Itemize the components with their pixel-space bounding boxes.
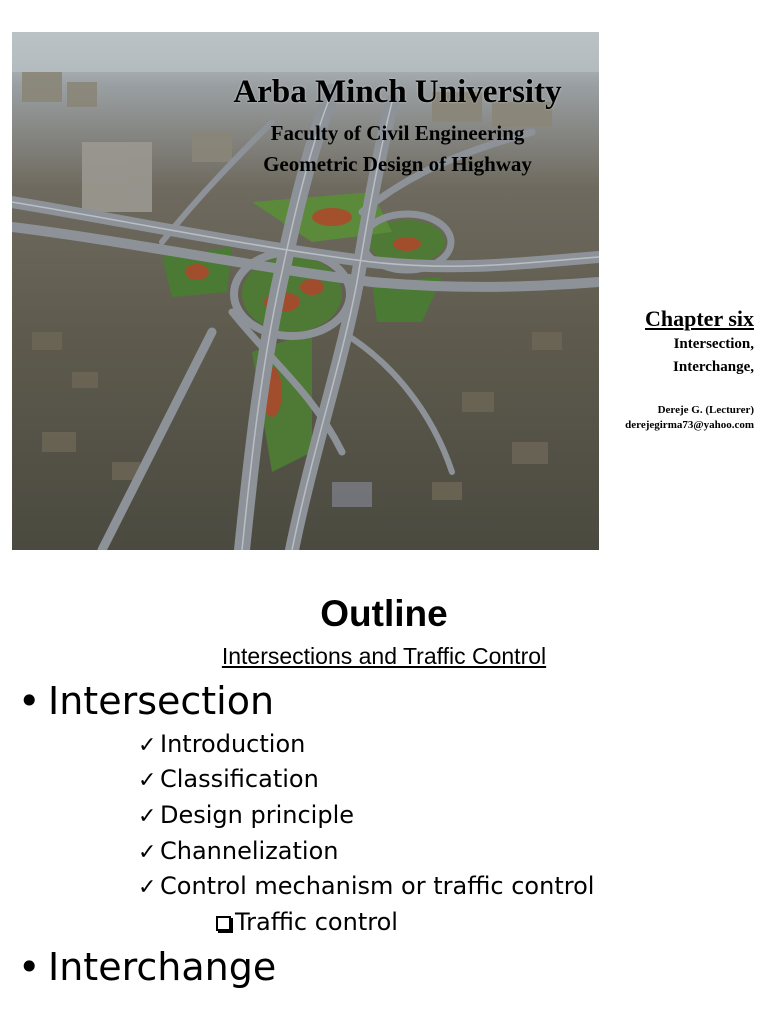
lecturer-email: derejegirma73@yahoo.com (625, 419, 754, 431)
checkmark-icon: ✓ (138, 840, 157, 865)
sub-item-text: Control mechanism or traffic control (160, 872, 595, 900)
sub-item (138, 730, 305, 758)
outline-slide (0, 575, 768, 1024)
sub-sub-item (216, 908, 398, 936)
sub-item (138, 872, 594, 900)
sub-item (138, 765, 319, 793)
bullet-text: Intersection (48, 679, 275, 723)
checkmark-icon: ✓ (138, 768, 157, 793)
course-name: Geometric Design of Highway (263, 152, 532, 176)
bullet-dot-icon: • (18, 945, 41, 989)
faculty-name: Faculty of Civil Engineering (270, 121, 525, 145)
checkbox-square-icon (216, 916, 231, 931)
sub-item-text: Classification (160, 765, 319, 793)
university-name: Arba Minch University (233, 74, 562, 110)
chapter-topic: Intersection, (673, 336, 754, 352)
bullet-dot-icon: • (18, 679, 41, 723)
outline-subtitle: Intersections and Traffic Control (221, 643, 547, 669)
sub-item-text: Design principle (160, 801, 355, 829)
sub-sub-item-text: Traffic control (235, 908, 398, 936)
outline-title: Outline (320, 593, 448, 634)
lecturer-name: Dereje G. (Lecturer) (657, 404, 754, 416)
sub-item (138, 837, 338, 865)
sub-item-text: Channelization (160, 837, 339, 865)
checkmark-icon: ✓ (138, 875, 157, 900)
sub-item (138, 801, 354, 829)
bullet-text: Interchange (48, 945, 277, 989)
sub-item-text: Introduction (160, 730, 306, 758)
chapter-heading: Chapter six (645, 306, 754, 331)
checkmark-icon: ✓ (138, 804, 157, 829)
bullet-item (18, 945, 276, 989)
bullet-item (18, 679, 274, 723)
checkmark-icon: ✓ (138, 733, 157, 758)
chapter-topic: Interchange, (673, 359, 754, 375)
